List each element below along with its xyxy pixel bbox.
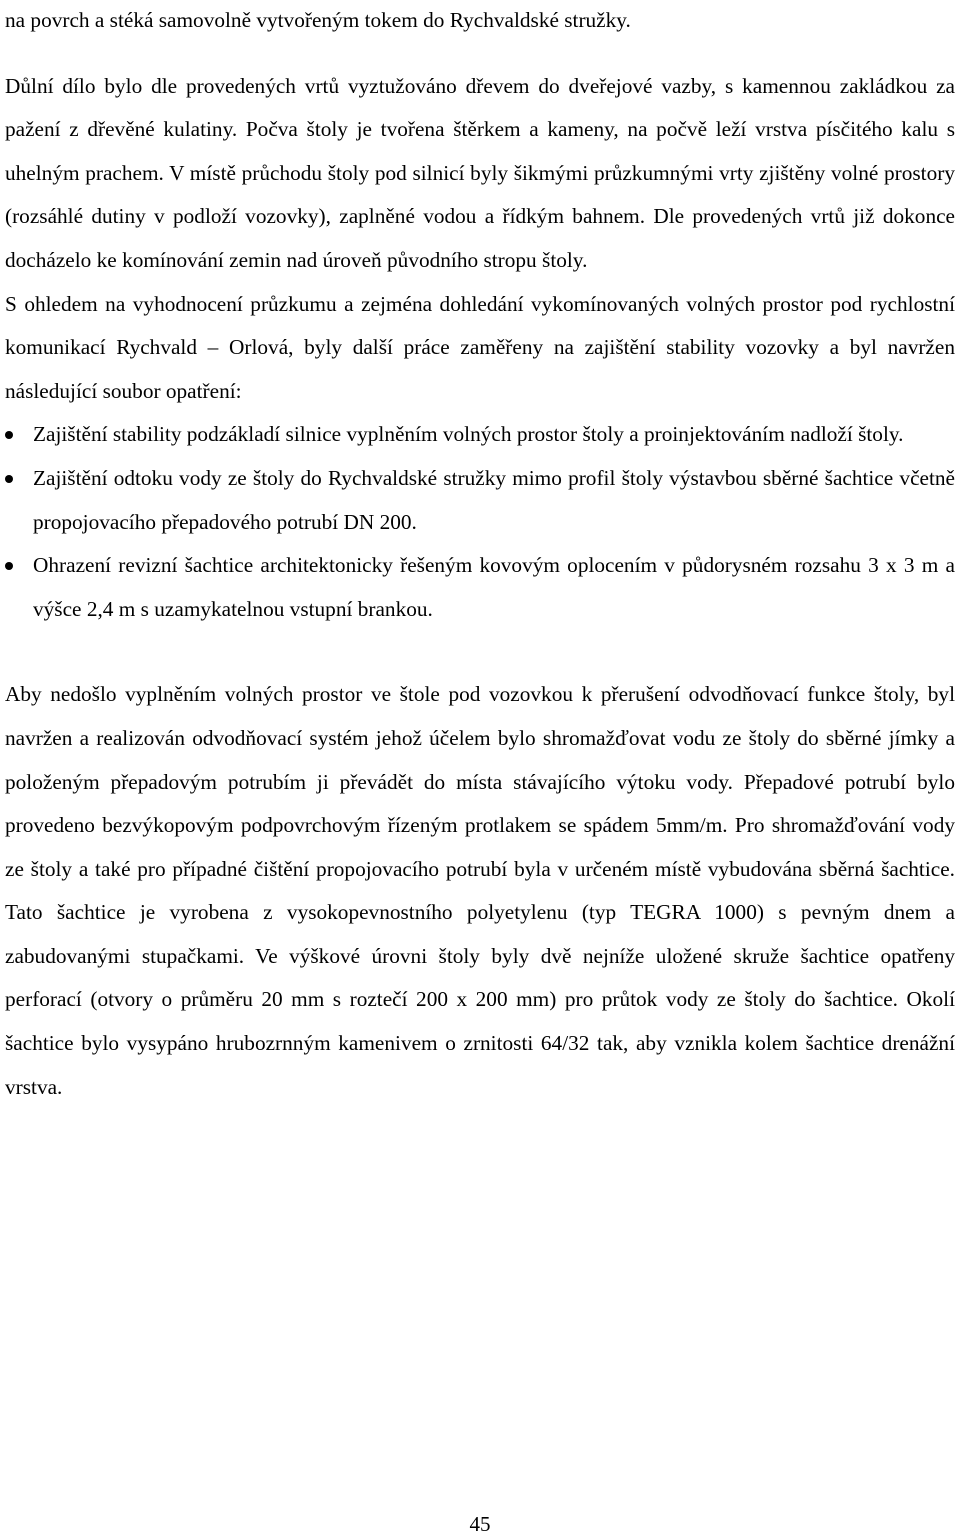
paragraph-mine-description: Důlní dílo bylo dle provedených vrtů vyztužováno dřevem do dveřejové vazby, s kamennou zakládkou za pažení z dřevěné kulatiny. Počva štoly je tvořena štěrkem a kameny, na počvě leží vrstva písčitého kalu s uhelným prachem. V místě průchodu štoly pod silnicí byly šikmými průzkumnými vrty zjištěny volné prostory (rozsáhlé dutiny v podloží vozovky), zaplněné vodou a řídkým bahnem. Dle provedených vrtů již dokonce docházelo ke komínování zemin nad úroveň původního stropu štoly. — [5, 73, 955, 272]
list-item-text: Ohrazení revizní šachtice architektonicky řešeným kovovým oplocením v půdorysném rozsahu 3 x 3 m a výšce 2,4 m s uzamykatelnou vstupní brankou. — [33, 553, 955, 621]
bullet-icon — [5, 431, 13, 439]
list-item — [5, 413, 955, 457]
bullet-icon — [5, 562, 13, 570]
paragraph-measures-intro: S ohledem na vyhodnocení průzkumu a zejména dohledání vykomínovaných volných prostor pod rychlostní komunikací Rychvald – Orlová, byly další práce zaměřeny na zajištění stability vozovky a byl navržen následující soubor opatření: — [5, 291, 955, 403]
paragraph-gap — [5, 43, 955, 65]
paragraph-intro-continuation: na povrch a stéká samovolně vytvořeným tokem do Rychvaldské stružky. — [5, 8, 631, 32]
bullet-icon — [5, 475, 13, 483]
list-item — [5, 544, 955, 631]
paragraph-drainage-system: Aby nedošlo vyplněním volných prostor ve štole pod vozovkou k přerušení odvodňovací funkce štoly, byl navržen a realizován odvodňovací systém jehož účelem bylo shromažďovat vodu ze štoly do sběrné jímky a položeným přepadovým potrubím ji převádět do místa stávajícího výtoku vody. Přepadové potrubí bylo provedeno bezvýkopovým podpovrchovým řízeným protlakem se spádem 5mm/m. Pro shromažďování vody ze štoly a také pro případné čištění propojovacího potrubí byla v určeném místě vybudována sběrná šachtice. Tato šachtice je vyrobena z vysokopevnostního polyetylenu (typ TEGRA 1000) s pevným dnem a zabudovanými stupačkami. Ve výškové úrovni štoly byly dvě nejníže uložené skruže šachtice opatřeny perforací (otvory o průměru 20 mm s roztečí 200 x 200 mm) pro průtok vody ze štoly do šachtice. Okolí šachtice bylo vysypáno hrubozrnným kamenivem o zrnitosti 64/32 tak, aby vznikla kolem šachtice drenážní vrstva. — [5, 682, 955, 1099]
list-item-text: Zajištění stability podzákladí silnice vyplněním volných prostor štoly a proinjektováním nadloží štoly. — [33, 422, 904, 447]
paragraph-gap — [5, 631, 955, 673]
measures-list — [5, 413, 955, 631]
document-page — [5, 0, 955, 1109]
page-number: 45 — [469, 1512, 491, 1536]
list-item — [5, 457, 955, 544]
list-item-text: Zajištění odtoku vody ze štoly do Rychvaldské stružky mimo profil štoly výstavbou sběrné šachtice včetně propojovacího přepadového potrubí DN 200. — [33, 465, 955, 534]
